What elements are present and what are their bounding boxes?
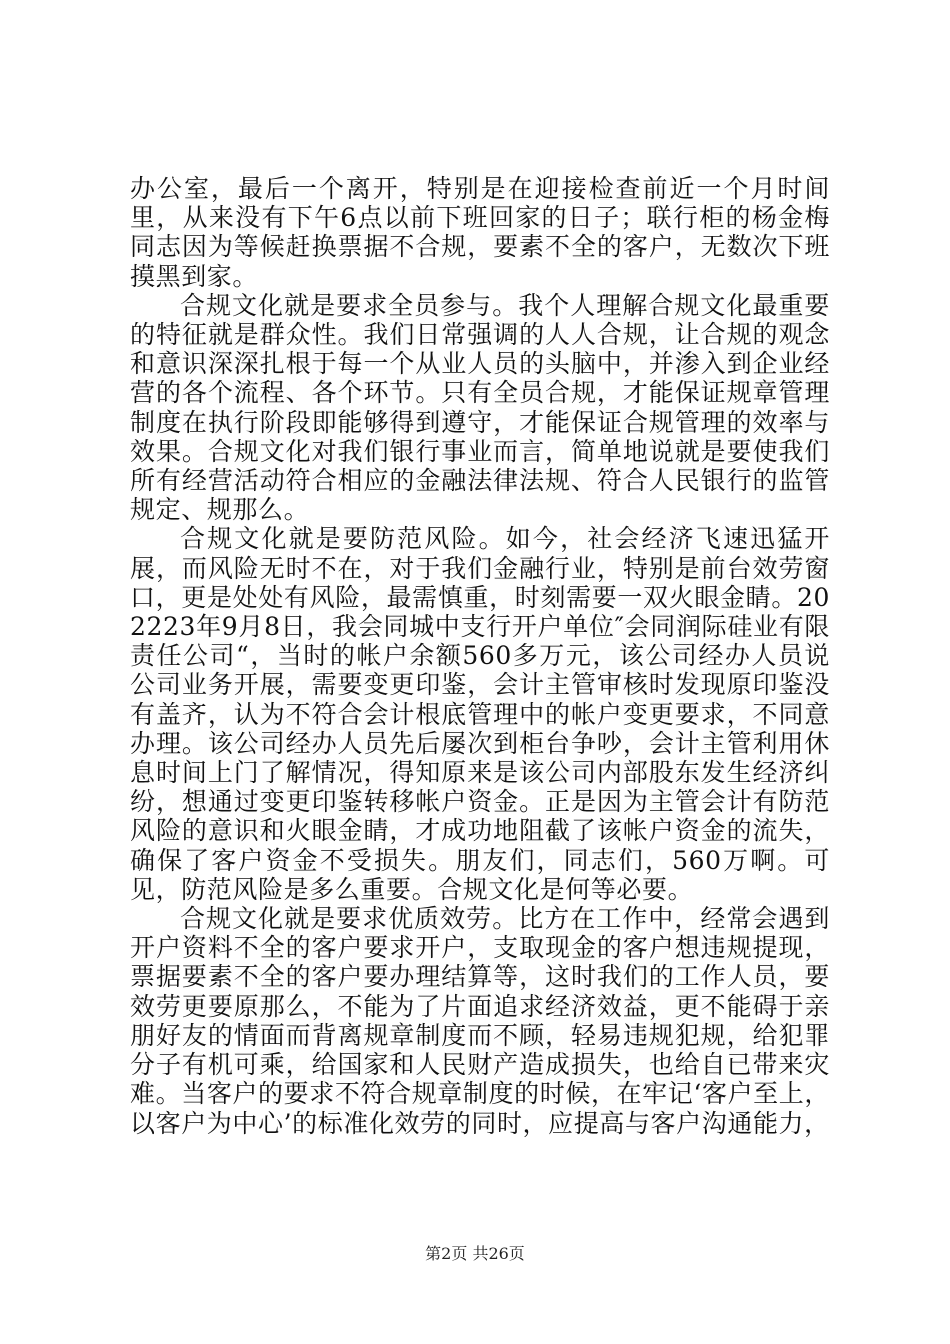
paragraph-2: 合规文化就是要求全员参与。我个人理解合规文化最重要的特征就是群众性。我们日常强调的人人合规，让合规的观念和意识深深扎根于每一个从业人员的头脑中，并渗入到企业经营的各个流程、各个环节。只有全员合规，才能保证规章管理制度在执行阶段即能够得到遵守，才能保证合规管理的效率与效果。合规文化对我们银行事业而言，简单地说就是要使我们所有经营活动符合相应的金融法律法规、符合人民银行的监管规定、规那么。	[130, 290, 830, 525]
paragraph-1: 办公室，最后一个离开，特别是在迎接检查前近一个月时间里，从来没有下午6点以前下班回家的日子；联行柜的杨金梅同志因为等候赶换票据不合规，要素不全的客户，无数次下班摸黑到家。	[130, 174, 830, 291]
page-footer	[0, 1244, 950, 1264]
document-body	[130, 174, 830, 1138]
page-number: 第2页 共26页	[425, 1244, 525, 1263]
paragraph-3: 合规文化就是要防范风险。如今，社会经济飞速迅猛开展，而风险无时不在，对于我们金融行业，特别是前台效劳窗口，更是处处有风险，最需慎重，时刻需要一双火眼金睛。202223年9月8日，我会同城中支行开户单位″会同润际硅业有限责任公司“，当时的帐户余额560多万元，该公司经办人员说公司业务开展，需要变更印鉴，会计主管审核时发现原印鉴没有盖齐，认为不符合会计根底管理中的帐户变更要求，不同意办理。该公司经办人员先后屡次到柜台争吵，会计主管利用休息时间上门了解情况，得知原来是该公司内部股东发生经济纠纷，想通过变更印鉴转移帐户资金。正是因为主管会计有防范风险的意识和火眼金睛，才成功地阻截了该帐户资金的流失，确保了客户资金不受损失。朋友们，同志们，560万啊。可见，防范风险是多么重要。合规文化是何等必要。	[130, 524, 830, 904]
paragraph-4: 合规文化就是要求优质效劳。比方在工作中，经常会遇到开户资料不全的客户要求开户，支取现金的客户想违规提现，票据要素不全的客户要办理结算等，这时我们的工作人员，要效劳更要原那么，不能为了片面追求经济效益，更不能碍于亲朋好友的情面而背离规章制度而不顾，轻易违规犯规，给犯罪分子有机可乘，给国家和人民财产造成损失，也给自已带来灾难。当客户的要求不符合规章制度的时候，在牢记‘客户至上，以客户为中心’的标准化效劳的同时，应提高与客户沟通能力，	[130, 904, 830, 1138]
